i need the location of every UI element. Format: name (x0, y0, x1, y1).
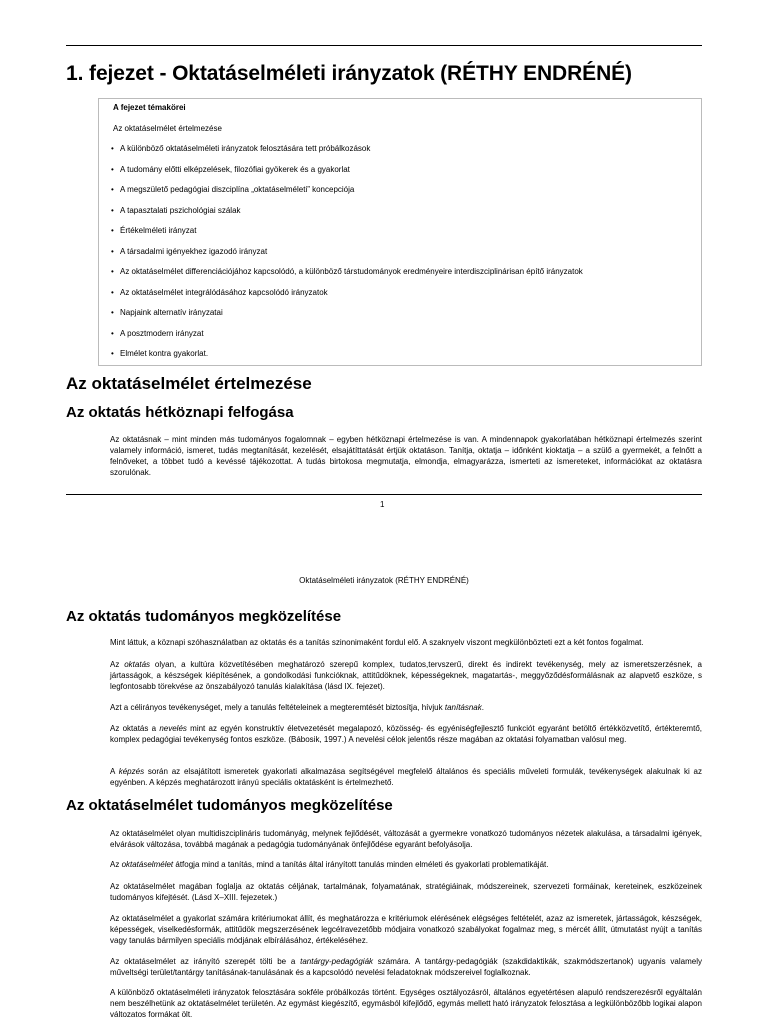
paragraph (110, 702, 702, 713)
paragraph (110, 659, 702, 692)
toc-item-label: Az oktatáselmélet differenciációjához kapcsolódó, a különböző társtudományok eredményeire interdiszciplinárisan építő irányzatok (120, 267, 583, 276)
paragraph (110, 956, 702, 978)
toc-item-label: Az oktatáselmélet integrálódásához kapcsolódó irányzatok (120, 287, 328, 297)
bullet-icon: • (111, 246, 114, 256)
toc-item (111, 226, 691, 247)
paragraph (110, 859, 702, 870)
text-run: Az (110, 860, 122, 869)
chapter-topics-box (98, 98, 702, 366)
text-run: olyan, a kultúra közvetítésében meghatározó szerepű komplex, tudatos,tervszerű, direkt és indirekt tevékenység, mely az ismeretszerzésnek, a jártasságok, a készségek kiépítésének, a gondolkodási funkcióknak, attitűdöknek, képességeknek, magatartás-, meggyőződésformálásnak az alapvető eszköze, s legfontosabb törekvése az önszabályozó tanulás kialakítása (lásd IX. fejezet). (110, 660, 703, 691)
section-heading: Az oktatáselmélet értelmezése (66, 374, 312, 393)
text-run: . (481, 703, 484, 712)
toc-item-label: A megszülető pedagógiai diszciplína „oktatáselméleti” koncepciója (120, 185, 355, 194)
emphasized-term: képzés (118, 767, 145, 776)
text-run: A (110, 767, 119, 776)
toc-item-label: Értékelméleti irányzat (120, 226, 197, 235)
text-run: Az oktatáselmélet magában foglalja az oktatás céljának, tartalmának, folyamatának, stratégiáinak, módszereinek, szervezeti formáinak, kereteinek, eszközeinek tudományos kifejtését. (Lásd X–XIII. fejezetek.) (110, 882, 702, 902)
bullet-icon: • (111, 328, 114, 338)
running-header: Oktatáselméleti irányzatok (RÉTHY ENDRÉNÉ) (299, 576, 469, 585)
text-run: során az elsajátított ismeretek gyakorlati alkalmazása segítségével megfelelő általános és speciális műveleti formulák, tevékenységek alakulnak ki az egyénben. A képzés meghatározott irányú speciális oktatásként is értelmezhető. (110, 767, 702, 787)
text-run: Az oktatáselmélet olyan multidiszciplináris tudományág, melynek fejlődését, változását a gyermekre vonatkozó tudományos nézetek alakulása, a társadalmi igények, elvárások változása, továbbá magának a pedagógia tudományának önfejlődése egyaránt befolyásolja. (110, 829, 702, 849)
toc-item (111, 349, 691, 370)
emphasized-term: oktatáselmélet (121, 860, 174, 869)
paragraph (110, 828, 702, 850)
paragraph (110, 913, 702, 946)
paragraph (110, 766, 702, 788)
subsection-heading: Az oktatás hétköznapi felfogása (66, 404, 294, 421)
toc-item-label: A tudomány előtti elképzelések, filozófiai gyökerek és a gyakorlat (120, 164, 350, 174)
toc-item-label: A társadalmi igényekhez igazodó irányzat (120, 246, 268, 256)
paragraph (110, 881, 702, 903)
toc-item (111, 247, 691, 268)
toc-item (111, 329, 691, 350)
text-run: Mint láttuk, a köznapi szóhasználatban az oktatás és a tanítás szinonimaként fordul elő. A szaknyelv viszont megkülönbözteti ezt a két fontos fogalmat. (110, 638, 644, 647)
paragraph (110, 987, 702, 1020)
bullet-icon: • (111, 185, 114, 194)
paragraph: Az oktatásnak – mint minden más tudományos fogalomnak – egyben hétköznapi értelmezése is van. A mindennapok gyakorlatában hétköznapi értelmezés szerint valamely információ, ismeret, tudás megtanítását, kezelését, elsajátíttatását értjük oktatáson. Tanítja, oktatja – időnként kioktatja – a szülő a gyermekét, a felnőtt a felnőveket, a többet tudó a kevéssé tájékozottat. A tudás birtokosa megmutatja, elmondja, elmagyarázza, ismerteti az ismereteket, információkat az oktatásra szorulónak. (110, 435, 702, 477)
text-run: számára. A tantárgy-pedagógiák (szakdidaktikák, szakmódszertanok) ugyanis valamely műveltségi terület/tantárgy tanításának-tanulásának és a kapcsolódó nevelési feladatoknak módszereivel foglalkoznak. (110, 957, 702, 977)
toc-item (111, 267, 691, 288)
bullet-icon: • (111, 349, 114, 358)
text-run: Az oktatás a (110, 724, 160, 733)
toc-item-label: Elmélet kontra gyakorlat. (120, 349, 209, 358)
toc-item (111, 308, 691, 329)
page-number: 1 (380, 500, 385, 509)
text-run: mint az egyén konstruktív életvezetését megalapozó, közösség- és egyéniségfejlesztő funkciót egyaránt betöltő értékközvetítő, értékteremtő, komplex pedagógiai tevékenység fontos eszköze. (Bábosik, 1997.) A nevelési célok jelentős része magában az oktatási folyamatban valósul meg. (110, 724, 702, 744)
emphasized-term: tantárgy-pedagógiák (300, 957, 374, 966)
toc-intro: Az oktatáselmélet értelmezése (113, 124, 222, 133)
toc-item-label: A különböző oktatáselméleti irányzatok felosztására tett próbálkozások (120, 144, 371, 153)
bullet-icon: • (111, 205, 114, 215)
text-run: Az (110, 660, 125, 669)
section-heading: Az oktatáselmélet tudományos megközelítése (66, 797, 393, 814)
text-run: Az oktatáselmélet az irányító szerepét tölti be a (110, 957, 301, 966)
bullet-icon: • (111, 308, 114, 317)
toc-list (111, 144, 691, 370)
toc-item (111, 185, 691, 206)
text-run: A különböző oktatáselméleti irányzatok felosztására sokféle próbálkozás történt. Egységes osztályozásról, általános egyetértésen alapuló rendszerezésről egyáltalán nem beszélhetünk az oktatáselmélet területén. Az egymást kiegészítő, egymásból kifejlődő, egymás mellett ható irányzatok felosztása a legkülönbözőbb logikai alapon változatos formákat ölt. (110, 988, 702, 1019)
paragraph (110, 723, 702, 745)
toc-item (111, 144, 691, 165)
top-rule (66, 45, 702, 46)
bullet-icon: • (111, 226, 114, 235)
toc-item (111, 165, 691, 186)
page-bottom-rule (66, 494, 702, 495)
toc-item-label: A posztmodern irányzat (120, 328, 204, 338)
emphasized-term: oktatás (124, 660, 151, 669)
text-run: Azt a célirányos tevékenységet, mely a tanulás feltételeinek a megteremtését biztosítja, hívjuk (110, 703, 445, 712)
text-run: Az oktatáselmélet a gyakorlat számára kritériumokat állít, és meghatározza e kritériumok elérésének elégséges feltételét, azaz az ismeretek, jártasságok, készségek, képességek, viselkedésformák, attitűdök megszerzésének legcélravezetőbb módjaira vonatkozó szabályokat fogalmaz meg, s mércét állít, útmutatást nyújt a tanítás vagy tanulás bármilyen speciális módjának elbírálásához, értékeléséhez. (110, 914, 702, 945)
text-run: átfogja mind a tanítás, mind a tanítás által irányított tanulás minden elméleti és gyakorlati problematikáját. (173, 860, 549, 869)
bullet-icon: • (111, 287, 114, 297)
toc-item (111, 288, 691, 309)
section-heading: Az oktatás tudományos megközelítése (66, 608, 342, 625)
toc-item-label: Napjaink alternatív irányzatai (120, 308, 223, 317)
bullet-icon: • (111, 267, 114, 276)
paragraph (110, 637, 702, 648)
toc-item-label: A tapasztalati pszichológiai szálak (120, 205, 241, 215)
bullet-icon: • (111, 144, 114, 153)
emphasized-term: tanításnak (444, 703, 482, 712)
chapter-title: 1. fejezet - Oktatáselméleti irányzatok (RÉTHY ENDRÉNÉ) (66, 62, 632, 85)
toc-item (111, 206, 691, 227)
toc-title: A fejezet témakörei (113, 103, 186, 112)
bullet-icon: • (111, 164, 114, 174)
emphasized-term: nevelés (159, 724, 187, 733)
